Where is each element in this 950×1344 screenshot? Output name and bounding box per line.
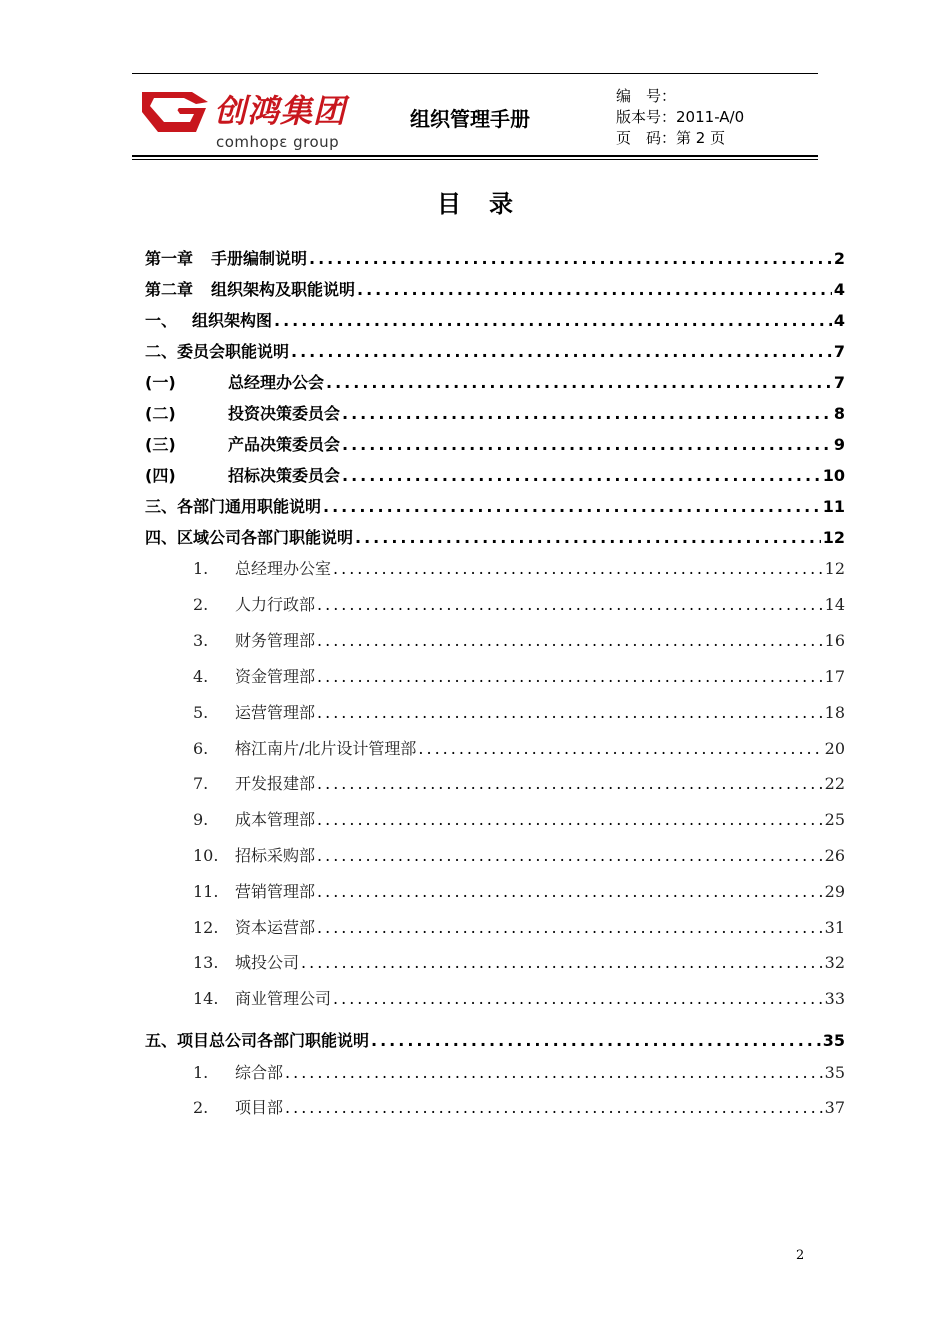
toc-entry-page: 26 <box>824 846 845 865</box>
logo-english-name: comhopɛ group <box>216 133 340 151</box>
toc-entry-text: 四、区域公司各部门职能说明 <box>145 528 354 547</box>
toc-leader-dots <box>323 497 821 516</box>
toc-entry-page: 10 <box>822 466 845 485</box>
toc-entry-page: 25 <box>824 810 845 829</box>
toc-entry-number: 1. <box>193 1063 209 1082</box>
toc-leader-dots <box>285 1098 823 1117</box>
meta-page-label: 页 码： <box>616 129 677 147</box>
toc-leader-dots <box>326 373 832 392</box>
toc-entry-page: 11 <box>822 497 845 516</box>
toc-entry[interactable] <box>193 807 845 830</box>
toc-entry-number: 12. <box>193 918 219 937</box>
toc-entry[interactable] <box>193 950 845 973</box>
toc-entry-text: 产品决策委员会 <box>228 435 341 454</box>
meta-code-row <box>616 86 744 107</box>
toc-entry[interactable] <box>193 664 845 687</box>
document-meta <box>616 86 744 149</box>
toc-entry-page: 4 <box>833 280 845 299</box>
toc-entry[interactable] <box>193 843 845 866</box>
toc-entry-text: 总经理办公室 <box>235 559 332 578</box>
toc-entry-page: 31 <box>824 918 845 937</box>
toc-entry-page: 8 <box>833 404 845 423</box>
toc-entry-text: 招标决策委员会 <box>228 466 341 485</box>
toc-leader-dots <box>317 595 823 614</box>
toc-entry-text: 组织架构图 <box>192 311 273 330</box>
toc-entry-page: 12 <box>822 528 845 547</box>
meta-code-label: 编 号： <box>616 87 677 105</box>
toc-entry[interactable] <box>145 432 845 455</box>
toc-entry[interactable] <box>145 339 845 362</box>
toc-entry-page: 29 <box>824 882 845 901</box>
toc-entry-text: 组织架构及职能说明 <box>211 280 356 299</box>
toc-entry-page: 32 <box>824 953 845 972</box>
toc-leader-dots <box>342 435 832 454</box>
header-rule-top <box>132 73 818 74</box>
toc-entry-text: 资金管理部 <box>235 667 316 686</box>
toc-entry-page: 2 <box>833 249 845 268</box>
toc-entry-text: 营销管理部 <box>235 882 316 901</box>
toc-leader-dots <box>285 1063 823 1082</box>
page-number: 2 <box>796 1248 805 1263</box>
meta-page-row <box>616 128 744 149</box>
toc-entry-page: 12 <box>824 559 845 578</box>
toc-entry-number: 7. <box>193 774 209 793</box>
toc-entry[interactable] <box>193 592 845 615</box>
toc-entry-number: 9. <box>193 810 209 829</box>
toc-entry-number: 11. <box>193 882 219 901</box>
toc-leader-dots <box>418 739 822 758</box>
meta-page-value: 第 2 页 <box>676 129 726 147</box>
toc-entry[interactable] <box>193 628 845 651</box>
toc-entry[interactable] <box>193 771 845 794</box>
toc-leader-dots <box>342 404 832 423</box>
toc-entry-page: 20 <box>824 739 845 758</box>
toc-leader-dots <box>317 882 823 901</box>
meta-version-row <box>616 107 744 128</box>
toc-entry-number: (二) <box>145 404 176 423</box>
toc-entry[interactable] <box>193 915 845 938</box>
toc-entry[interactable] <box>193 879 845 902</box>
toc-entry[interactable] <box>193 1060 845 1083</box>
toc-leader-dots <box>317 846 823 865</box>
toc-entry-text: 三、各部门通用职能说明 <box>145 497 322 516</box>
toc-leader-dots <box>291 342 832 361</box>
toc-leader-dots <box>317 703 823 722</box>
toc-entry[interactable] <box>193 986 845 1009</box>
toc-leader-dots <box>317 810 823 829</box>
toc-entry-page: 9 <box>833 435 845 454</box>
toc-title: 目录 <box>437 190 541 218</box>
toc-entry-page: 14 <box>824 595 845 614</box>
toc-entry-page: 35 <box>824 1063 845 1082</box>
toc-leader-dots <box>317 918 823 937</box>
toc-entry-text: 手册编制说明 <box>211 249 308 268</box>
toc-entry-text: 运营管理部 <box>235 703 316 722</box>
toc-entry[interactable] <box>145 246 845 269</box>
toc-entry-text: 投资决策委员会 <box>228 404 341 423</box>
toc-entry-page: 16 <box>824 631 845 650</box>
toc-entry-page: 37 <box>824 1098 845 1117</box>
toc-entry[interactable] <box>193 736 845 759</box>
toc-entry-text: 城投公司 <box>235 953 300 972</box>
toc-entry[interactable] <box>193 1095 845 1118</box>
toc-entry-page: 22 <box>824 774 845 793</box>
toc-leader-dots <box>342 466 821 485</box>
toc-entry-text: 总经理办公会 <box>228 373 325 392</box>
toc-entry-number: (三) <box>145 435 176 454</box>
toc-leader-dots <box>371 1031 821 1050</box>
toc-entry[interactable] <box>193 556 845 579</box>
toc-entry[interactable] <box>145 401 845 424</box>
toc-leader-dots <box>333 559 823 578</box>
meta-version-value: 2011-A/0 <box>676 108 745 126</box>
logo-chinese-name: 创鸿集团 <box>214 92 347 130</box>
toc-entry-text: 招标采购部 <box>235 846 316 865</box>
toc-entry-number: 第二章 <box>145 280 194 299</box>
company-logo <box>140 80 355 152</box>
toc-entry-text: 五、项目总公司各部门职能说明 <box>145 1031 370 1050</box>
toc-entry[interactable] <box>145 277 845 300</box>
document-title: 组织管理手册 <box>410 107 530 131</box>
toc-leader-dots <box>301 953 823 972</box>
toc-entry[interactable] <box>145 308 845 331</box>
toc-entry-number: 6. <box>193 739 209 758</box>
toc-leader-dots <box>274 311 832 330</box>
toc-entry-number: 13. <box>193 953 219 972</box>
toc-entry[interactable] <box>145 1028 845 1051</box>
toc-entry-text: 财务管理部 <box>235 631 316 650</box>
toc-leader-dots <box>317 667 823 686</box>
toc-entry-number: 2. <box>193 1098 209 1117</box>
toc-entry-number: (一) <box>145 373 176 392</box>
toc-entry-text: 综合部 <box>235 1063 284 1082</box>
toc-entry[interactable] <box>193 700 845 723</box>
toc-entry-page: 17 <box>824 667 845 686</box>
toc-entry[interactable] <box>145 463 845 486</box>
logo-mark-icon <box>140 82 210 140</box>
toc-entry-number: 2. <box>193 595 209 614</box>
toc-entry-text: 资本运营部 <box>235 918 316 937</box>
header-rule-bottom <box>132 155 818 157</box>
toc-leader-dots <box>309 249 832 268</box>
toc-entry-text: 项目部 <box>235 1098 284 1117</box>
toc-entry-number: (四) <box>145 466 176 485</box>
toc-entry-page: 33 <box>824 989 845 1008</box>
meta-version-label: 版本号： <box>616 108 677 126</box>
toc-entry-text: 榕江南片/北片设计管理部 <box>235 739 417 758</box>
toc-entry-number: 3. <box>193 631 209 650</box>
toc-entry-page: 4 <box>833 311 845 330</box>
toc-entry-number: 一、 <box>145 311 178 330</box>
toc-entry-number: 4. <box>193 667 209 686</box>
toc-entry-number: 14. <box>193 989 219 1008</box>
toc-entry-number: 10. <box>193 846 219 865</box>
toc-entry-number: 1. <box>193 559 209 578</box>
toc-entry-page: 35 <box>822 1031 845 1050</box>
toc-entry-text: 开发报建部 <box>235 774 316 793</box>
toc-entry-number: 第一章 <box>145 249 194 268</box>
toc-leader-dots <box>355 528 821 547</box>
toc-entry-text: 人力行政部 <box>235 595 316 614</box>
toc-entry-text: 商业管理公司 <box>235 989 332 1008</box>
toc-leader-dots <box>357 280 832 299</box>
toc-entry-number: 5. <box>193 703 209 722</box>
toc-leader-dots <box>317 774 823 793</box>
header-rule-bottom-thin <box>132 159 818 160</box>
toc-entry-text: 二、委员会职能说明 <box>145 342 290 361</box>
toc-leader-dots <box>333 989 823 1008</box>
toc-leader-dots <box>317 631 823 650</box>
toc-entry-text: 成本管理部 <box>235 810 316 829</box>
toc-entry[interactable] <box>145 494 845 517</box>
toc-entry[interactable] <box>145 370 845 393</box>
toc-entry-page: 18 <box>824 703 845 722</box>
toc-entry-page: 7 <box>833 373 845 392</box>
toc-entry[interactable] <box>145 525 845 548</box>
toc-entry-page: 7 <box>833 342 845 361</box>
